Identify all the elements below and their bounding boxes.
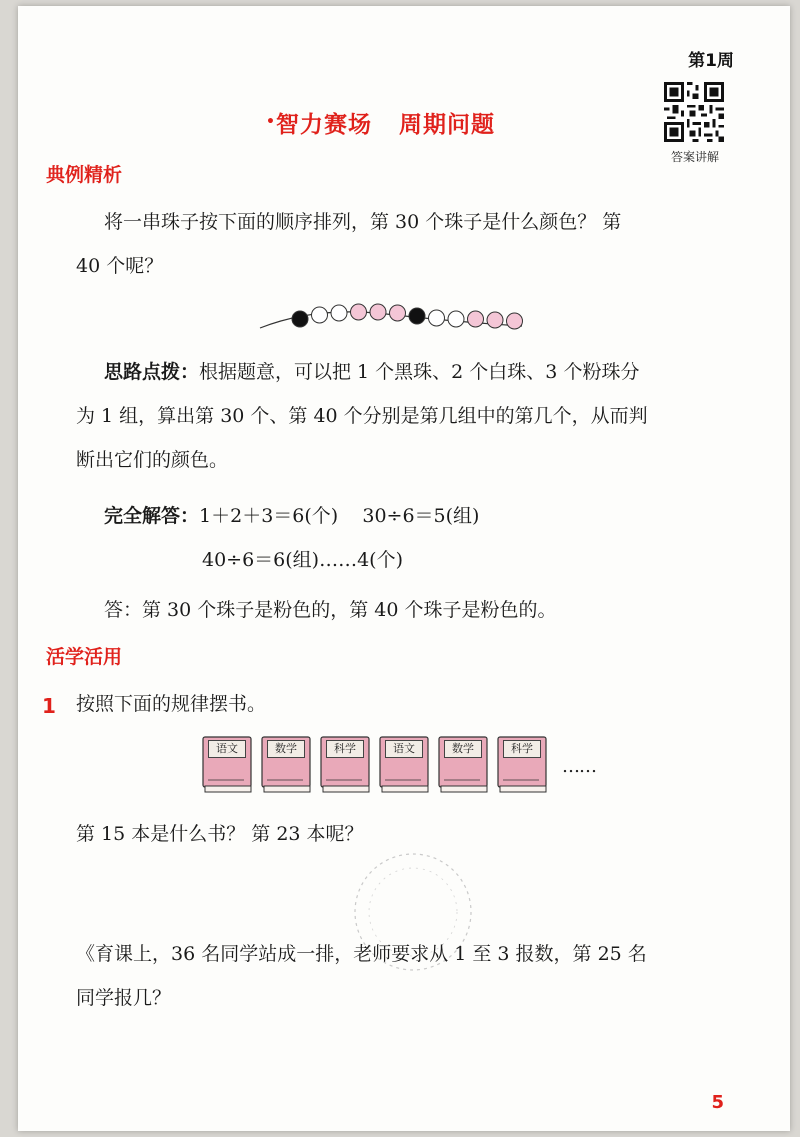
qr-code-icon[interactable] <box>664 82 724 142</box>
bead-black <box>409 308 425 324</box>
question-2-line2: 同学报几？ <box>76 987 172 1009</box>
question-1-prompt: 第 15 本是什么书？ 第 23 本呢？ <box>76 823 364 845</box>
example-question-line1: 将一串珠子按下面的顺序排列，第 30 个珠子是什么颜色？ 第 <box>104 211 622 233</box>
book-label: 数学 <box>444 740 482 758</box>
book-item <box>379 736 431 794</box>
question-number-1: 1 <box>42 694 56 718</box>
bead-pink <box>370 304 386 320</box>
title-dot: • <box>266 114 276 130</box>
book-item <box>320 736 372 794</box>
book-item <box>261 736 313 794</box>
hint-line2: 为 1 组，算出第 30 个、第 40 个分别是第几组中的第几个，从而判 <box>76 405 648 427</box>
bead-pink <box>487 312 503 328</box>
bead-pink <box>390 305 406 321</box>
hint-paragraph <box>76 350 776 482</box>
bead-white <box>429 310 445 326</box>
example-answer: 答：第 30 个珠子是粉色的，第 40 个珠子是粉色的。 <box>104 599 557 621</box>
bead-pink <box>507 313 523 329</box>
book-label: 语文 <box>208 740 246 758</box>
example-question-line2: 40 个呢？ <box>76 255 164 277</box>
page-number: 5 <box>711 1092 724 1113</box>
book-label: 科学 <box>503 740 541 758</box>
section-heading-practice: 活学活用 <box>46 646 123 668</box>
book-item <box>438 736 490 794</box>
book-item <box>497 736 549 794</box>
solution-label: 完全解答： <box>104 505 200 527</box>
bead-white <box>331 305 347 321</box>
hint-line1: 根据题意，可以把 1 个黑珠、2 个白珠、3 个粉珠分 <box>199 361 640 383</box>
title-subtitle: 周期问题 <box>398 112 495 138</box>
book-row-ellipsis: …… <box>562 756 596 777</box>
example-question <box>76 200 776 288</box>
bead-pink <box>351 304 367 320</box>
qr-label: 答案讲解 <box>670 150 719 164</box>
bead-pink <box>468 311 484 327</box>
book-label: 科学 <box>326 740 364 758</box>
book-label: 语文 <box>385 740 423 758</box>
solution-line1: 1＋2＋3＝6(个) 30÷6＝5(组) <box>199 505 480 527</box>
question-1-text: 按照下面的规律摆书。 <box>76 693 267 715</box>
bead-white <box>448 311 464 327</box>
workbook-page <box>18 6 790 1131</box>
question-2 <box>76 932 776 1020</box>
book-label: 数学 <box>267 740 305 758</box>
book-item <box>202 736 254 794</box>
solution-block <box>104 494 764 582</box>
hint-line3: 断出它们的颜色。 <box>76 449 229 471</box>
bead-black <box>292 311 308 327</box>
title-text: 智力赛场 <box>275 112 372 138</box>
hint-label: 思路点拨： <box>104 361 200 383</box>
page-title <box>266 106 495 139</box>
section-heading-example: 典例精析 <box>46 164 123 186</box>
bead-white <box>312 307 328 323</box>
solution-line2: 40÷6＝6(组)……4(个) <box>202 549 404 571</box>
bead-string-illustration <box>256 292 526 344</box>
question-2-line1: 《育课上，36 名同学站成一排，老师要求从 1 至 3 报数，第 25 名 <box>76 943 647 965</box>
week-label: 第1周 <box>688 51 734 71</box>
